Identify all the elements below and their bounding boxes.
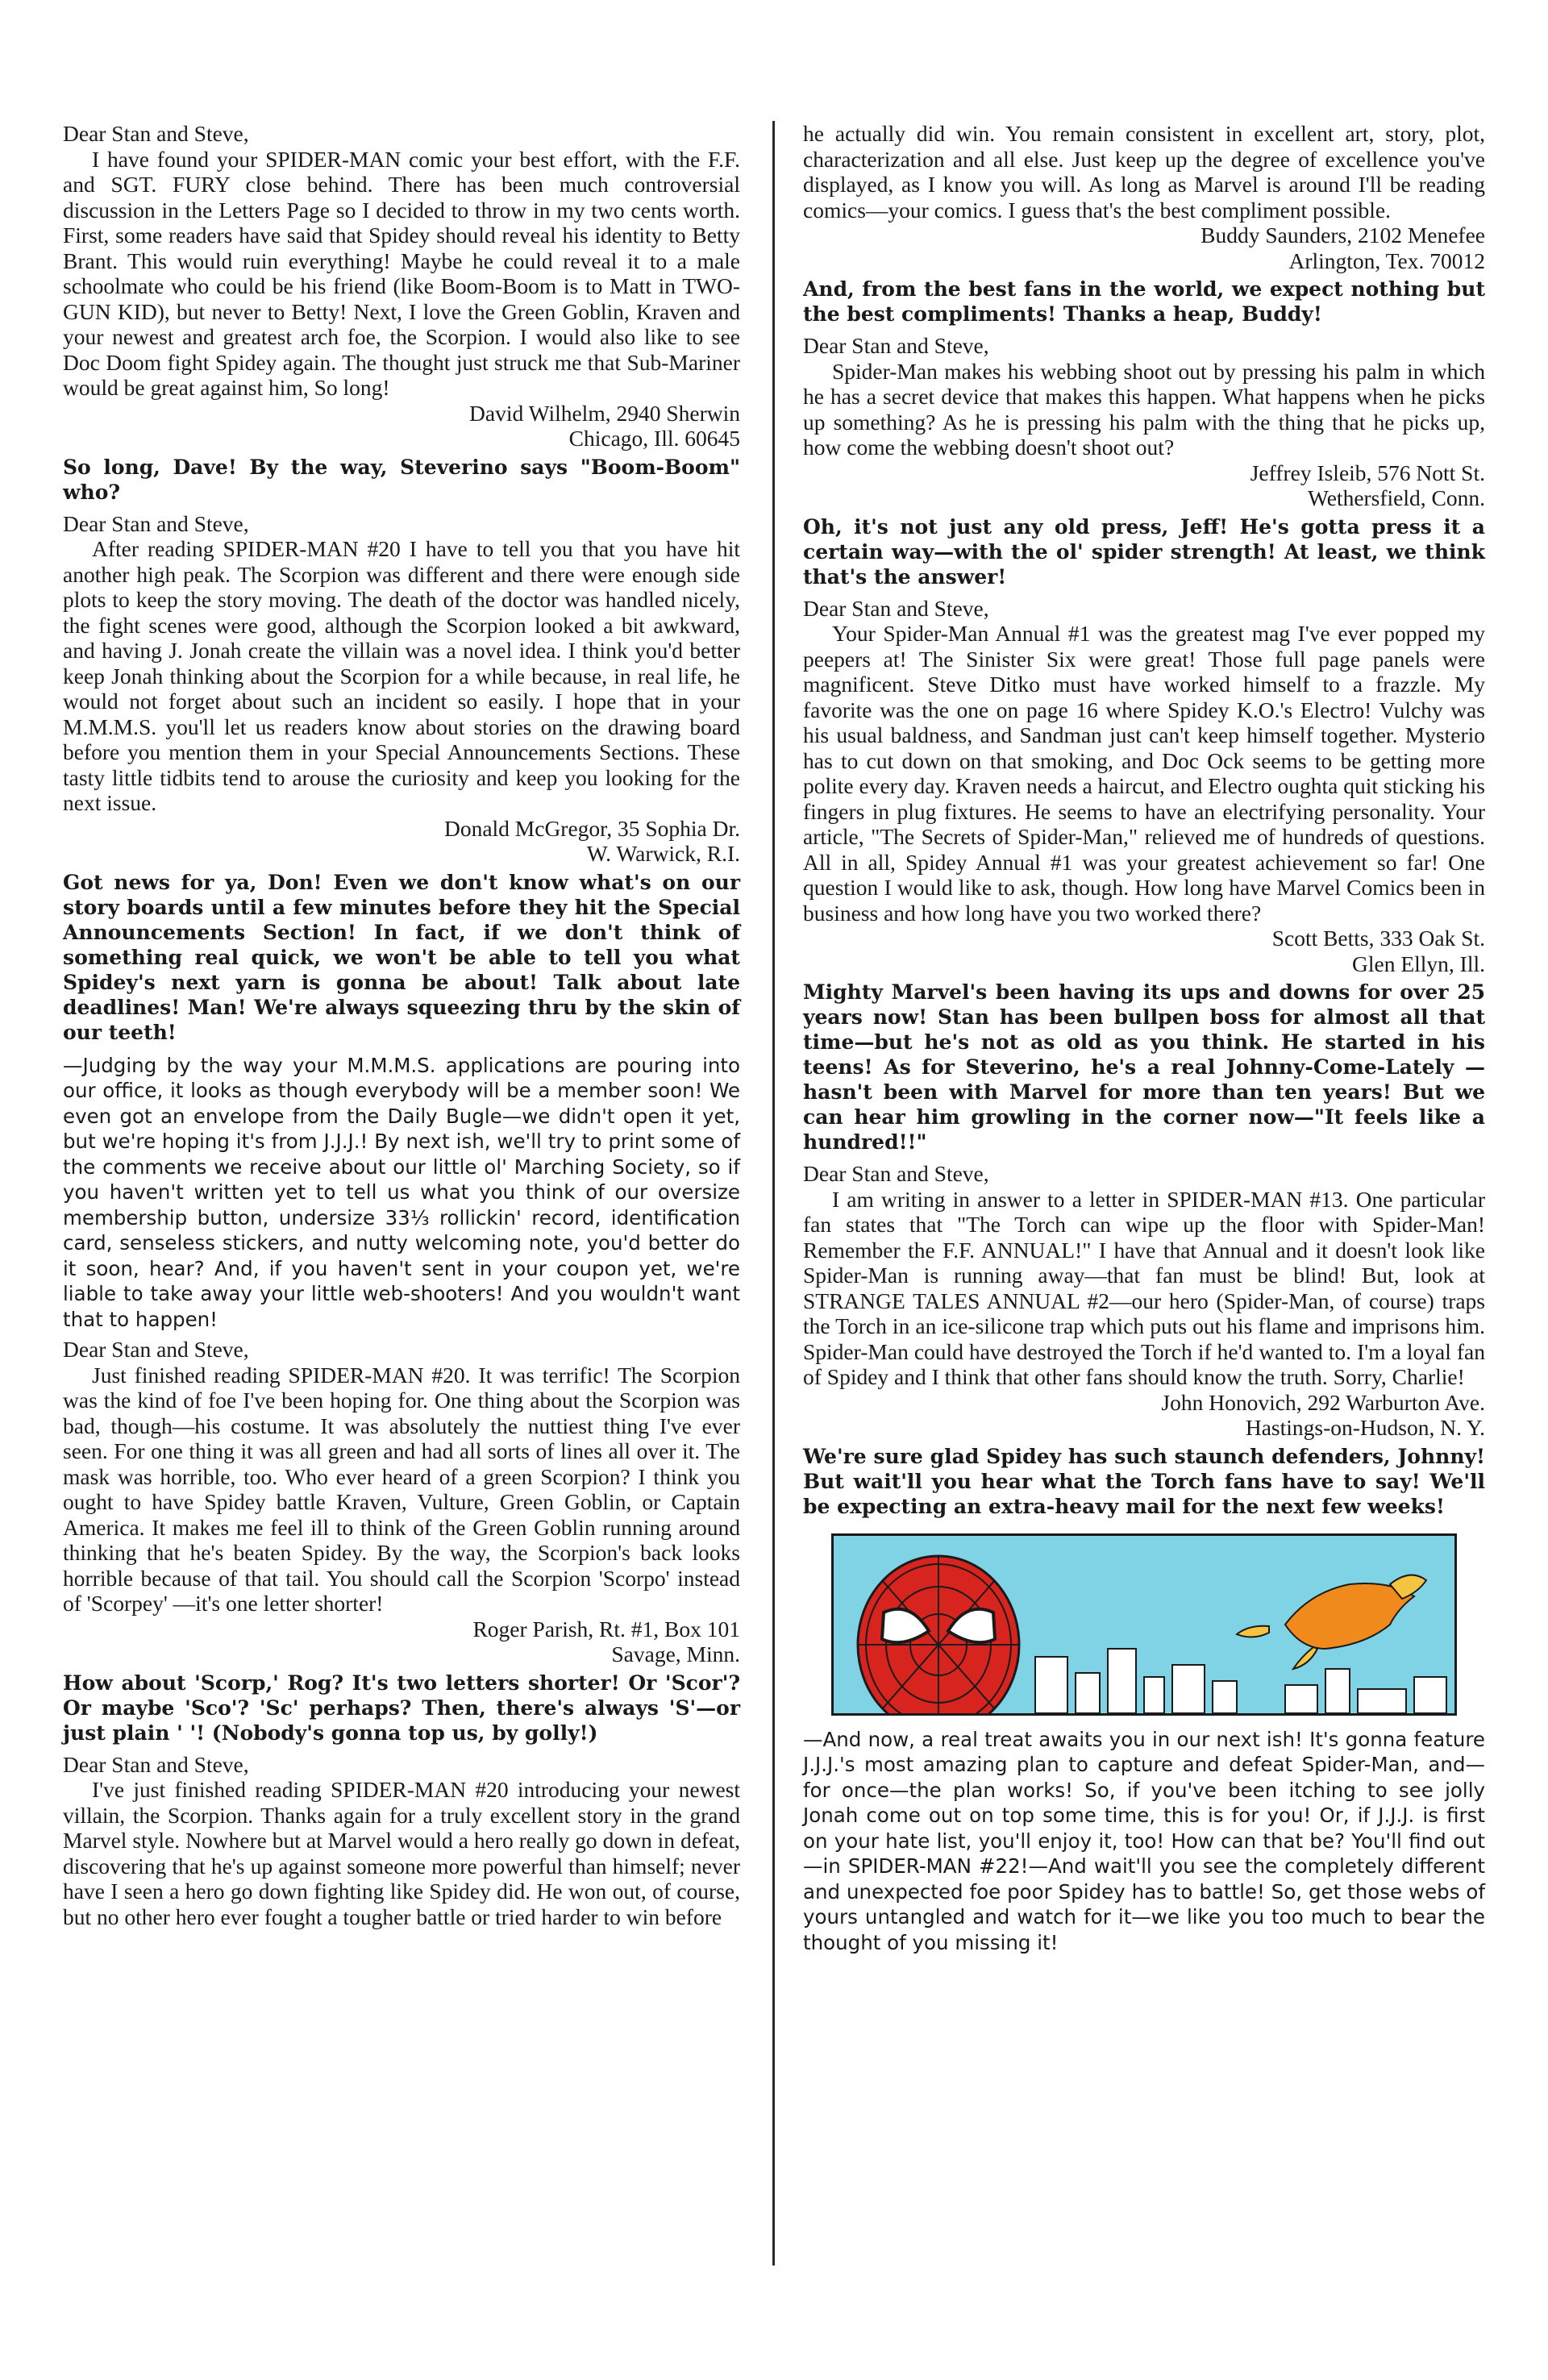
letter-betts <box>803 596 1485 1155</box>
letter-city: Chicago, Ill. 60645 <box>568 426 740 451</box>
letter-signature: Donald McGregor, 35 Sophia Dr. <box>443 815 740 841</box>
letter-salutation: Dear Stan and Steve, <box>63 510 249 536</box>
letter-body: Spider-Man makes his webbing shoot out by pressing his palm in which he has a secret device that makes this happen. What happens when he picks up something? As he is pressing his palm with the thing that he picks up, how come the webbing doesn't shoot out? <box>803 358 1485 460</box>
letter-city: Arlington, Tex. 70012 <box>1288 248 1485 273</box>
letter-city: Wethersfield, Conn. <box>1307 485 1485 510</box>
letter-honovich <box>803 1161 1485 1519</box>
editor-reply: We're sure glad Spidey has such staunch defenders, Johnny! But wait'll you hear what the Torch fans have to say! We'll be expecting an extra-heavy mail for the next few weeks! <box>803 1444 1485 1518</box>
letter-body: Just finished reading SPIDER-MAN #20. It was terrific! The Scorpion was the kind of foe I've been hoping for. One thing about the Scorpion was bad, though—his costume. It was absolutely the nuttiest thing I've ever seen. For one thing it was all green and had all sorts of lines all over it. The mask was horrible, too. Who ever heard of a green Scorpion? I think you ought to have Spidey battle Kraven, Vulture, Green Goblin, or Captain America. It makes me feel ill to think of the Green Goblin running around thinking that he's beaten Spidey. By the way, the Scorpion's back looks horrible because of that tail. You should call the Scorpion 'Scorpo' instead of 'Scorpey' —it's one letter shorter! <box>63 1362 740 1616</box>
letter-city: Glen Ellyn, Ill. <box>1352 951 1485 976</box>
letter-salutation: Dear Stan and Steve, <box>803 333 989 358</box>
letter-salutation: Dear Stan and Steve, <box>63 121 249 146</box>
letter-body: he actually did win. You remain consistent in excellent art, story, plot, characterization and all else. Just keep up the degree of excellence you've displayed, as I know you will. As long as Marvel is around I'll be reading comics—your comics. I guess that's the best compliment possible. <box>803 121 1485 223</box>
editor-reply: How about 'Scorp,' Rog? It's two letters shorter! Or 'Scor'? Or maybe 'Sco'? 'Sc' perhaps? Then, there's always 'S'—or just plain ' '! (Nobody's gonna top us, by golly!) <box>63 1671 740 1745</box>
editor-reply: So long, Dave! By the way, Steverino says "Boom-Boom" who? <box>63 455 740 504</box>
letter-city: W. Warwick, R.I. <box>586 841 740 866</box>
mms-announcement: —Judging by the way your M.M.M.S. applications are pouring into our office, it looks as though everybody will be a member soon! We even got an envelope from the Daily Bugle—we didn't open it yet, but we're hoping it's from J.J.J.! By next ish, we'll try to print some of the comments we receive about our little ol' Marching Society, so if you haven't written yet to tell us what you think of our oversize membership button, undersize 33⅓ rollickin' record, identification card, senseless stickers, and nutty welcoming note, you'd better do it soon, hear? And, if you haven't sent in your coupon yet, we're liable to take away your little web-shooters! And you wouldn't want that to happen! <box>63 1053 740 1331</box>
letter-salutation: Dear Stan and Steve, <box>803 1161 989 1186</box>
letter-saunders-end <box>803 121 1485 327</box>
letter-city: Hastings-on-Hudson, N. Y. <box>1245 1415 1485 1440</box>
editor-reply: And, from the best fans in the world, we expect nothing but the best compliments! Thanks a heap, Buddy! <box>803 277 1485 326</box>
letter-body: Your Spider-Man Annual #1 was the greatest mag I've ever popped my peepers at! The Sinister Six were great! Those full page panels were magnificent. Steve Ditko must have worked himself to a frazzle. My favorite was the one on page 16 where Spidey K.O.'s Electro! Vulchy was his usual baldness, and Sandman just can't keep himself together. Mysterio has to cut down on that smoking, and Doc Ock seems to be getting more polite every day. Kraven needs a haircut, and Electro oughta quit sticking his fingers in plug fixtures. He seems to have an electrifying personality. Your article, "The Secrets of Spider-Man," relieved me of hundreds of questions. All in all, Spidey Annual #1 was your greatest achievement so far! One question I would like to ask, though. How long have Marvel Comics been in business and how long have you two worked there? <box>803 621 1485 926</box>
spidey-torch-panel <box>831 1533 1457 1716</box>
letter-signature: Scott Betts, 333 Oak St. <box>1271 926 1485 951</box>
letter-body: After reading SPIDER-MAN #20 I have to tell you that you have hit another high peak. The Scorpion was different and there were enough side plots to keep the story moving. The death of the doctor was handled nicely, the fight scenes were good, although the Scorpion looked a bit awkward, and having J. Jonah create the villain was a novel idea. I think you'd better keep Jonah thinking about the Scorpion for a while because, in real life, he would not forget about such an incident so easily. I hope that in your M.M.M.S. you'll let us readers know about stories on the drawing board before you mention them in your Special Announcements Sections. These tasty little tidbits tend to arouse the curiosity and keep you looking for the next issue. <box>63 536 740 815</box>
letter-wilhelm <box>63 121 740 505</box>
letter-salutation: Dear Stan and Steve, <box>803 595 989 621</box>
panel-illustration <box>834 1536 1454 1713</box>
next-issue-announcement: —And now, a real treat awaits you in our next ish! It's gonna feature J.J.J.'s most amazing plan to capture and defeat Spider-Man, and—for once—the plan works! So, if you've been itching to see jolly Jonah come out on top some time, this is for you! Or, if J.J.J. is first on your hate list, you'll enjoy it, too! How can that be? You'll find out—in SPIDER-MAN #22!—And wait'll you see the completely different and unexpected foe poor Spidey has to battle! So, get those webs of yours untangled and watch for it—we like you too much to bear the thought of you missing it! <box>803 1727 1485 1954</box>
letter-mcgregor <box>63 511 740 1045</box>
editor-reply: Got news for ya, Don! Even we don't know what's on our story boards until a few minutes before they hit the Special Announcements Section! In fact, if we don't think of something real quick, we won't be able to tell you what Spidey's next yarn is gonna be about! Talk about late deadlines! Man! We're always squeezing thru by the skin of our teeth! <box>63 870 740 1044</box>
left-column <box>63 121 740 1929</box>
column-divider <box>772 121 775 2266</box>
letter-salutation: Dear Stan and Steve, <box>63 1337 249 1362</box>
letter-signature: Buddy Saunders, 2102 Menefee <box>1201 223 1485 248</box>
letter-body: I have found your SPIDER-MAN comic your best effort, with the F.F. and SGT. FURY close behind. There has been much controversial discussion in the Letters Page so I decided to throw in my two cents worth. First, some readers have said that Spidey should reveal his identity to Betty Brant. This would ruin everything! Maybe he could reveal it to a male schoolmate who could be his friend (like Boom-Boom is to Matt in TWO-GUN KID), but never to Betty! Next, I love the Green Goblin, Kraven and your newest and greatest arch foe, the Scorpion. I would also like to see Doc Doom fight Spidey again. The thought just struck me that Sub-Mariner would be great against him, So long! <box>63 146 740 400</box>
letter-salutation: Dear Stan and Steve, <box>63 1751 249 1777</box>
letter-parish <box>63 1337 740 1745</box>
letter-body: I've just finished reading SPIDER-MAN #20 introducing your newest villain, the Scorpion. Thanks again for a truly excellent story in the grand Marvel style. Nowhere but at Marvel would a hero really go down in defeat, discovering that he's up against someone more powerful than himself; never have I seen a hero go down fighting like Spidey did. He won out, of course, but no other hero ever fought a tougher battle or tried harder to win before <box>63 1777 740 1929</box>
letter-isleib <box>803 333 1485 589</box>
letter-signature: John Honovich, 292 Warburton Ave. <box>1161 1389 1485 1415</box>
letter-body: I am writing in answer to a letter in SPIDER-MAN #13. One particular fan states that "The Torch can wipe up the floor with Spider-Man! Remember the F.F. ANNUAL!" I have that Annual and it doesn't look like Spider-Man is running away—that fan must be blind! But, look at STRANGE TALES ANNUAL #2—our hero (Spider-Man, of course) traps the Torch in an ice-silicone trap which puts out his flame and imprisons him. Spider-Man could have destroyed the Torch if he'd wanted to. I'm a loyal fan of Spidey and I think that other fans should know the truth. Sorry, Charlie! <box>803 1186 1485 1389</box>
editor-reply: Mighty Marvel's been having its ups and downs for over 25 years now! Stan has been bullpen boss for almost all that time—but he's not as old as you think. He started in his teens! As for Steverino, he's a real Johnny-Come-Lately — hasn't been with Marvel for more than ten years! But we can hear him growling in the corner now—"It feels like a hundred!!" <box>803 980 1485 1154</box>
letter-signature: David Wilhelm, 2940 Sherwin <box>469 400 740 426</box>
editor-reply: Oh, it's not just any old press, Jeff! He's gotta press it a certain way—with the ol' spider strength! At least, we think that's the answer! <box>803 514 1485 589</box>
right-column <box>803 121 1485 1960</box>
letter-city: Savage, Minn. <box>611 1641 740 1666</box>
letter-signature: Roger Parish, Rt. #1, Box 101 <box>472 1616 740 1641</box>
letter-signature: Jeffrey Isleib, 576 Nott St. <box>1250 460 1485 485</box>
letter-saunders-start <box>63 1752 740 1930</box>
